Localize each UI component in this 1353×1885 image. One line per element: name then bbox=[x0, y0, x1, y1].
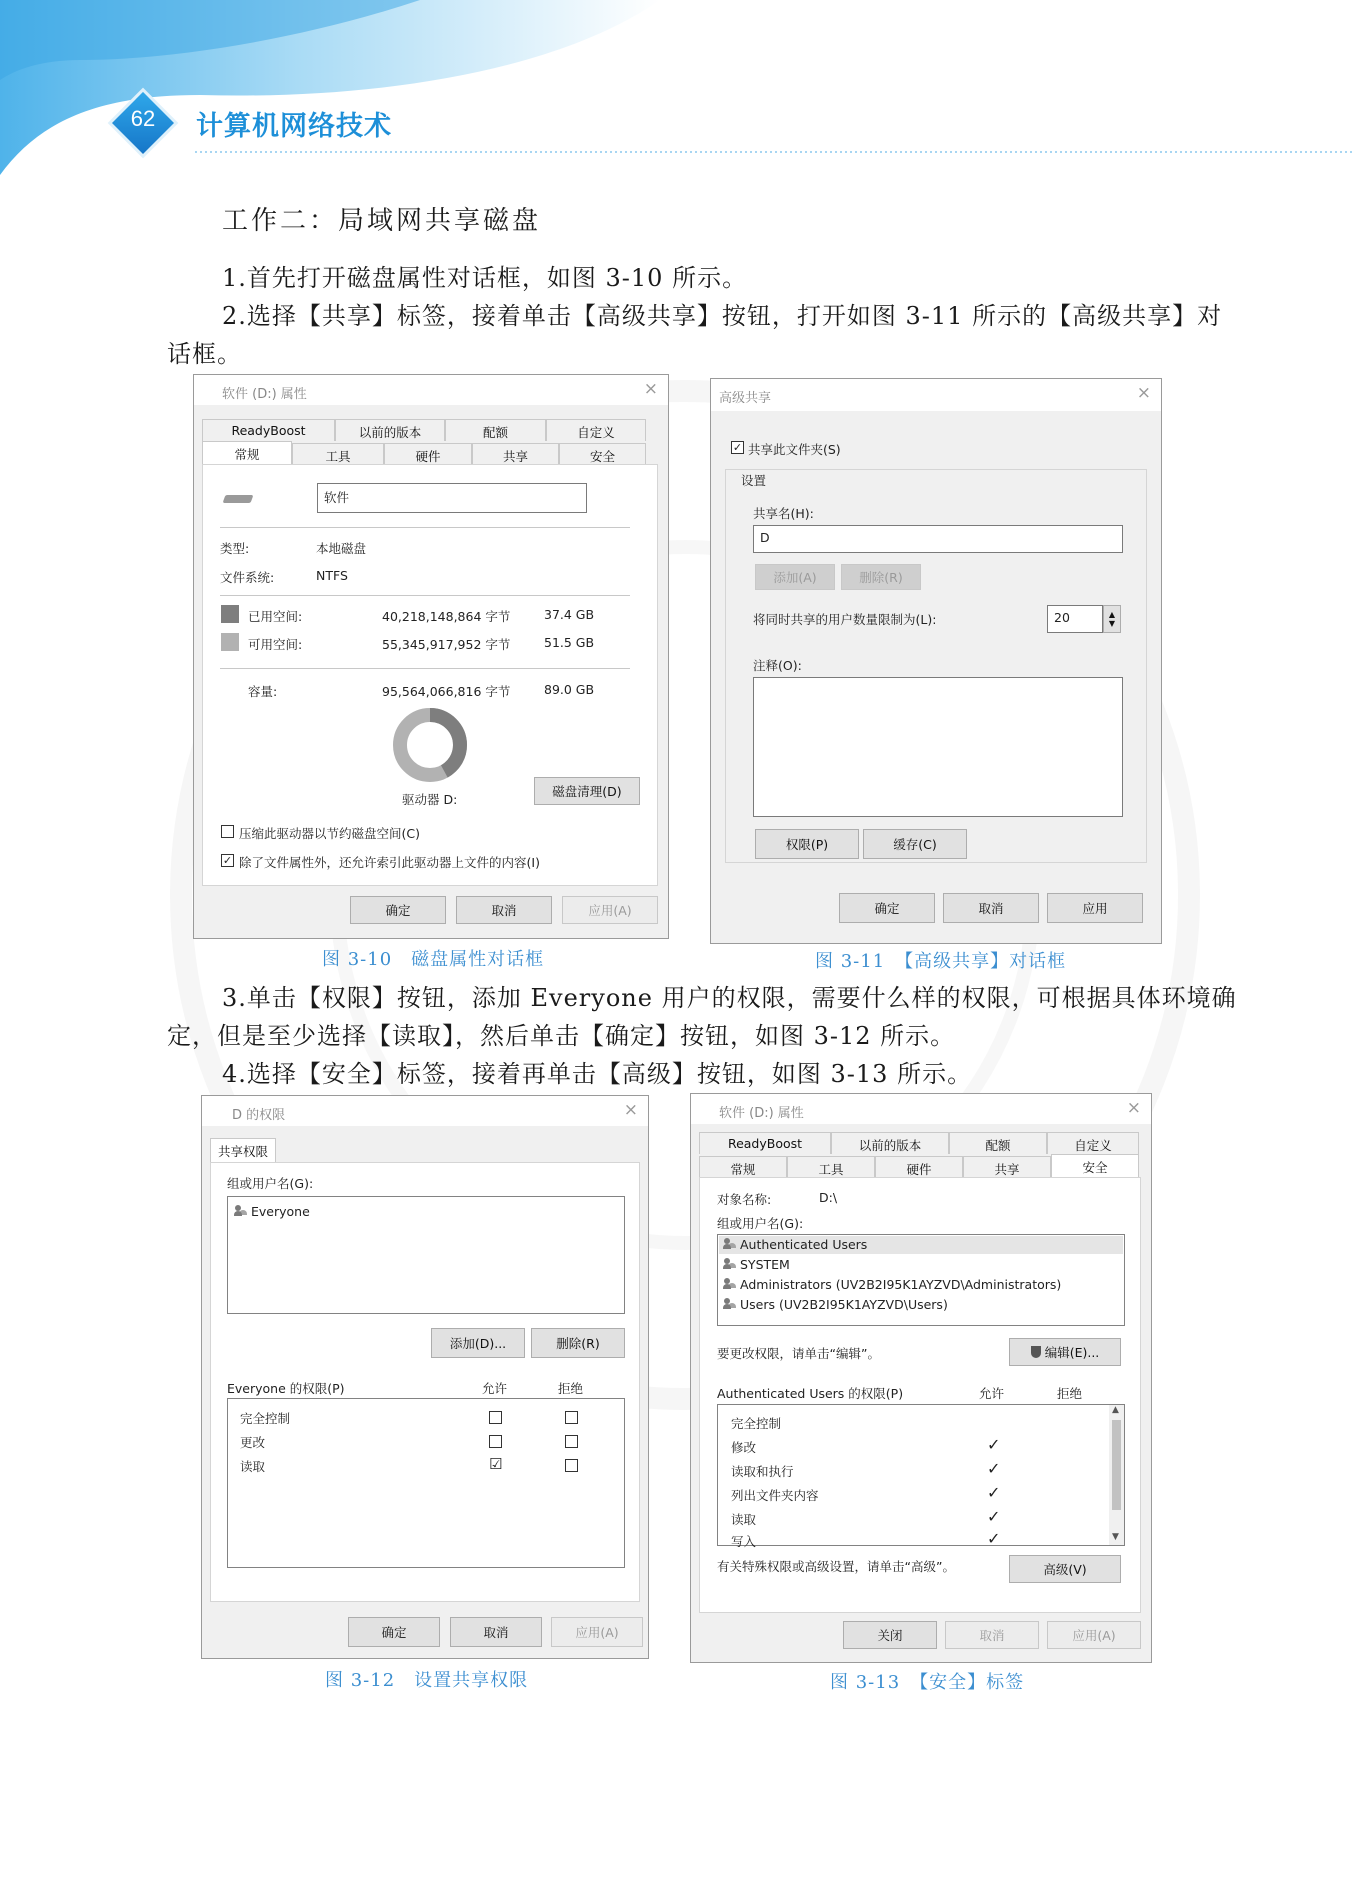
user-authenticated[interactable] bbox=[723, 1237, 867, 1252]
user-administrators-label: Administrators (UV2B2I95K1AYZVD\Administrators) bbox=[740, 1277, 1062, 1292]
comment-field[interactable] bbox=[753, 677, 1123, 817]
tab-hardware[interactable]: 硬件 bbox=[384, 443, 472, 465]
tab-quota[interactable]: 配额 bbox=[949, 1132, 1047, 1154]
paragraph-step2-line1: 2.选择【共享】标签，接着单击【高级共享】按钮，打开如图 3-11 所示的【高级共享】对 bbox=[222, 302, 1223, 330]
users-icon bbox=[723, 1258, 737, 1270]
index-label: 除了文件属性外，还允许索引此驱动器上文件的内容(I) bbox=[239, 855, 540, 870]
scroll-down-icon[interactable]: ▼ bbox=[1112, 1532, 1119, 1542]
capacity-gb: 89.0 GB bbox=[544, 682, 595, 697]
perm-read-allow-check: ✓ bbox=[987, 1507, 1001, 1526]
header-wave-decoration bbox=[0, 0, 1353, 190]
paragraph-step1: 1.首先打开磁盘属性对话框，如图 3-10 所示。 bbox=[222, 264, 748, 292]
caption-fig-3-13: 图 3-13 【安全】标签 bbox=[830, 1672, 1025, 1693]
perm-change-deny[interactable] bbox=[565, 1435, 578, 1448]
dialog-title: 高级共享 bbox=[719, 391, 772, 406]
tab-tools[interactable]: 工具 bbox=[787, 1156, 875, 1178]
capacity-bytes: 95,564,066,816 字节 bbox=[382, 684, 511, 699]
tab-readyboost[interactable]: ReadyBoost bbox=[699, 1132, 831, 1154]
share-folder-label: 共享此文件夹(S) bbox=[748, 442, 841, 457]
caption-fig-3-12: 图 3-12 设置共享权限 bbox=[325, 1670, 529, 1691]
share-name-field[interactable]: D bbox=[753, 525, 1123, 553]
tab-customize[interactable]: 自定义 bbox=[546, 419, 646, 441]
advanced-button[interactable]: 高级(V) bbox=[1009, 1555, 1121, 1583]
tab-customize[interactable]: 自定义 bbox=[1047, 1132, 1139, 1154]
capacity-label: 容量: bbox=[248, 684, 278, 699]
perm-list-folder: 列出文件夹内容 bbox=[731, 1488, 819, 1503]
perm-write: 写入 bbox=[731, 1534, 757, 1549]
drive-icon bbox=[223, 495, 254, 503]
permissions-button[interactable]: 权限(P) bbox=[755, 829, 859, 859]
apply-button[interactable]: 应用 bbox=[1047, 893, 1143, 923]
user-users-label: Users (UV2B2I95K1AYZVD\Users) bbox=[740, 1297, 948, 1312]
perm-list-folder-allow-check: ✓ bbox=[987, 1483, 1001, 1502]
compress-label: 压缩此驱动器以节约磁盘空间(C) bbox=[239, 826, 420, 841]
tab-security[interactable]: 安全 bbox=[559, 443, 646, 465]
share-name-label: 共享名(H): bbox=[753, 506, 814, 521]
free-space-bytes: 55,345,917,952 字节 bbox=[382, 637, 511, 652]
perm-read-execute-allow-check: ✓ bbox=[987, 1459, 1001, 1478]
close-icon[interactable]: × bbox=[1136, 383, 1151, 403]
apply-button[interactable]: 应用(A) bbox=[1047, 1621, 1141, 1649]
free-space-gb: 51.5 GB bbox=[544, 635, 595, 650]
allow-header: 允许 bbox=[482, 1381, 508, 1396]
disk-properties-dialog bbox=[193, 374, 669, 939]
allow-header: 允许 bbox=[979, 1386, 1005, 1401]
perm-read-allow[interactable]: ☑ bbox=[489, 1455, 503, 1473]
object-name-label: 对象名称: bbox=[717, 1192, 772, 1207]
security-properties-dialog bbox=[690, 1093, 1152, 1663]
title-bar bbox=[202, 1096, 648, 1126]
user-users[interactable] bbox=[723, 1297, 948, 1312]
tab-general[interactable]: 常规 bbox=[202, 441, 292, 465]
advanced-hint: 有关特殊权限或高级设置，请单击“高级”。 bbox=[717, 1559, 955, 1574]
tab-readyboost[interactable]: ReadyBoost bbox=[202, 419, 335, 441]
object-name-value: D:\ bbox=[819, 1190, 838, 1205]
scroll-up-icon[interactable]: ▲ bbox=[1112, 1405, 1119, 1415]
title-bar bbox=[194, 375, 668, 405]
perm-read: 读取 bbox=[731, 1512, 757, 1527]
user-system[interactable] bbox=[723, 1257, 790, 1272]
section-title: 工作二：局域网共享磁盘 bbox=[222, 206, 542, 236]
permissions-label: Everyone 的权限(P) bbox=[227, 1381, 345, 1396]
tab-share-permissions[interactable]: 共享权限 bbox=[210, 1138, 276, 1162]
used-space-swatch bbox=[221, 605, 239, 623]
edit-button[interactable] bbox=[1009, 1338, 1121, 1366]
perm-change: 更改 bbox=[240, 1435, 266, 1450]
perm-change-allow[interactable] bbox=[489, 1435, 502, 1448]
index-checkbox[interactable]: ✓ bbox=[222, 854, 233, 867]
drive-label: 驱动器 D: bbox=[402, 792, 458, 807]
perm-read-execute: 读取和执行 bbox=[731, 1464, 794, 1479]
used-space-label: 已用空间: bbox=[248, 609, 303, 624]
perm-full-control: 完全控制 bbox=[240, 1411, 291, 1426]
compress-checkbox[interactable] bbox=[221, 825, 234, 838]
edit-hint: 要更改权限，请单击“编辑”。 bbox=[717, 1346, 880, 1361]
dialog-title: 软件 (D:) 属性 bbox=[719, 1106, 804, 1121]
user-administrators[interactable] bbox=[723, 1277, 1061, 1292]
tab-previous-versions[interactable]: 以前的版本 bbox=[831, 1132, 949, 1154]
edit-button-label: 编辑(E)... bbox=[1044, 1345, 1100, 1360]
paragraph-step2-line2: 话框。 bbox=[167, 340, 242, 368]
tab-security[interactable]: 安全 bbox=[1051, 1154, 1139, 1178]
dialog-title: 软件 (D:) 属性 bbox=[222, 387, 307, 402]
close-icon[interactable]: × bbox=[623, 1100, 638, 1120]
dialog-title: D 的权限 bbox=[232, 1108, 286, 1123]
disk-usage-donut bbox=[390, 705, 470, 785]
advanced-sharing-dialog bbox=[710, 378, 1162, 944]
user-limit-spinner[interactable]: ▲ ▼ bbox=[1103, 605, 1121, 633]
caption-fig-3-11: 图 3-11 【高级共享】对话框 bbox=[815, 951, 1067, 972]
title-bar bbox=[691, 1094, 1151, 1124]
perm-full-control: 完全控制 bbox=[731, 1416, 782, 1431]
caption-fig-3-10: 图 3-10 磁盘属性对话框 bbox=[322, 949, 545, 970]
filesystem-label: 文件系统: bbox=[220, 570, 275, 585]
user-system-label: SYSTEM bbox=[740, 1257, 790, 1272]
cancel-button[interactable]: 取消 bbox=[456, 896, 552, 924]
perm-read-deny[interactable] bbox=[565, 1459, 578, 1472]
scrollbar-thumb[interactable] bbox=[1112, 1420, 1121, 1510]
perm-modify: 修改 bbox=[731, 1440, 757, 1455]
settings-label: 设置 bbox=[741, 473, 767, 488]
perm-write-allow-check: ✓ bbox=[987, 1529, 1001, 1548]
add-user-button[interactable]: 添加(D)... bbox=[431, 1328, 525, 1358]
perm-read: 读取 bbox=[240, 1459, 266, 1474]
perm-full-control-allow[interactable] bbox=[489, 1411, 502, 1424]
share-folder-checkbox[interactable]: ✓ bbox=[732, 441, 743, 454]
add-share-button[interactable]: 添加(A) bbox=[755, 564, 835, 590]
perm-full-control-deny[interactable] bbox=[565, 1411, 578, 1424]
users-icon bbox=[723, 1238, 737, 1250]
book-title: 计算机网络技术 bbox=[196, 111, 392, 142]
users-icon bbox=[234, 1205, 248, 1217]
tab-hardware[interactable]: 硬件 bbox=[875, 1156, 963, 1178]
tab-general[interactable]: 常规 bbox=[699, 1156, 787, 1178]
group-label: 组或用户名(G): bbox=[227, 1176, 314, 1191]
caching-button[interactable]: 缓存(C) bbox=[863, 829, 967, 859]
close-icon[interactable]: × bbox=[1126, 1098, 1141, 1118]
page-number: 62 bbox=[130, 106, 156, 131]
disk-cleanup-button[interactable]: 磁盘清理(D) bbox=[534, 777, 640, 805]
tab-previous-versions[interactable]: 以前的版本 bbox=[335, 419, 445, 441]
type-value: 本地磁盘 bbox=[316, 541, 367, 556]
user-authenticated-label: Authenticated Users bbox=[740, 1237, 868, 1252]
ok-button[interactable]: 确定 bbox=[350, 896, 446, 924]
free-space-label: 可用空间: bbox=[248, 637, 303, 652]
share-permissions-dialog bbox=[201, 1095, 649, 1659]
deny-header: 拒绝 bbox=[1057, 1386, 1083, 1401]
apply-button[interactable]: 应用(A) bbox=[562, 896, 658, 924]
cancel-button[interactable]: 取消 bbox=[943, 893, 1039, 923]
deny-header: 拒绝 bbox=[558, 1381, 584, 1396]
close-icon[interactable]: × bbox=[643, 379, 658, 399]
users-icon bbox=[723, 1298, 737, 1310]
tab-tools[interactable]: 工具 bbox=[292, 443, 384, 465]
user-limit-label: 将同时共享的用户数量限制为(L): bbox=[753, 612, 937, 627]
used-space-bytes: 40,218,148,864 字节 bbox=[382, 609, 511, 624]
tab-sharing[interactable]: 共享 bbox=[472, 443, 559, 465]
user-everyone-label: Everyone bbox=[251, 1204, 310, 1219]
close-button[interactable]: 关闭 bbox=[843, 1621, 937, 1649]
comment-label: 注释(O): bbox=[753, 658, 802, 673]
tab-quota[interactable]: 配额 bbox=[445, 419, 546, 441]
cancel-button[interactable]: 取消 bbox=[450, 1617, 542, 1647]
perm-modify-allow-check: ✓ bbox=[987, 1435, 1001, 1454]
ok-button[interactable]: 确定 bbox=[348, 1617, 440, 1647]
user-everyone[interactable] bbox=[234, 1204, 310, 1219]
remove-share-button[interactable]: 删除(R) bbox=[841, 564, 921, 590]
user-limit-field[interactable]: 20 bbox=[1047, 605, 1103, 633]
type-label: 类型: bbox=[220, 541, 250, 556]
drive-name-field[interactable]: 软件 bbox=[317, 483, 587, 513]
group-label: 组或用户名(G): bbox=[717, 1216, 804, 1231]
paragraph-step4: 4.选择【安全】标签，接着再单击【高级】按钮，如图 3-13 所示。 bbox=[222, 1060, 973, 1088]
title-bar bbox=[711, 379, 1161, 411]
tab-sharing[interactable]: 共享 bbox=[963, 1156, 1051, 1178]
apply-button[interactable]: 应用(A) bbox=[551, 1617, 643, 1647]
paragraph-step3-line1: 3.单击【权限】按钮，添加 Everyone 用户的权限，需要什么样的权限，可根据具体环境确 bbox=[222, 984, 1237, 1012]
shield-icon bbox=[1031, 1346, 1041, 1358]
paragraph-step3-line2: 定，但是至少选择【读取】，然后单击【确定】按钮，如图 3-12 所示。 bbox=[167, 1022, 956, 1050]
ok-button[interactable]: 确定 bbox=[839, 893, 935, 923]
used-space-gb: 37.4 GB bbox=[544, 607, 595, 622]
free-space-swatch bbox=[221, 633, 239, 651]
users-icon bbox=[723, 1278, 737, 1290]
remove-user-button[interactable]: 删除(R) bbox=[531, 1328, 625, 1358]
permissions-label: Authenticated Users 的权限(P) bbox=[717, 1386, 904, 1401]
filesystem-value: NTFS bbox=[316, 568, 348, 583]
cancel-button[interactable]: 取消 bbox=[945, 1621, 1039, 1649]
